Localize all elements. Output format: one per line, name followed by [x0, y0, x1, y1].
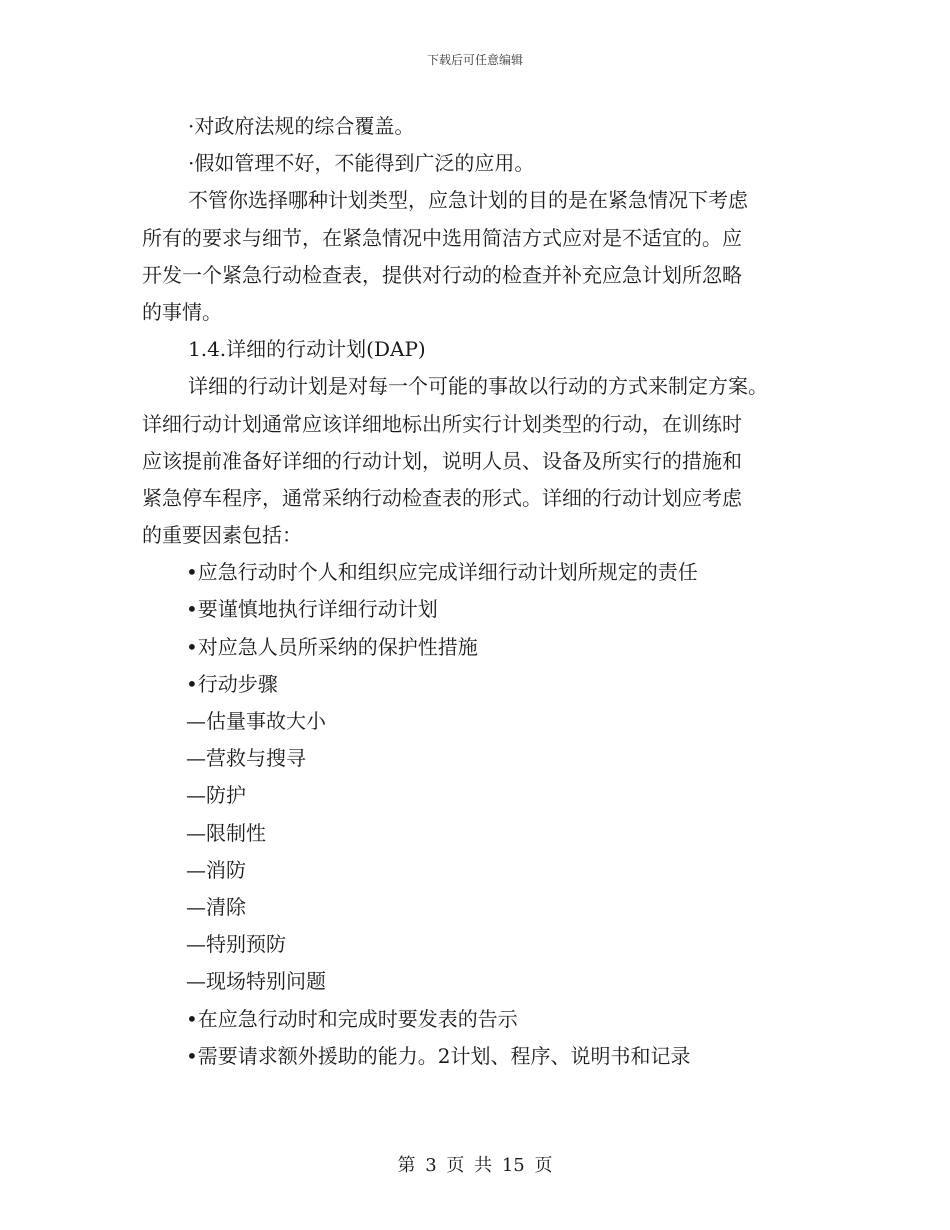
bullet-item: •需要请求额外援助的能力。2计划、程序、说明书和记录 [186, 1043, 691, 1068]
bullet-item: •对应急人员所采纳的保护性措施 [186, 634, 478, 659]
dash-item: —估量事故大小 [186, 709, 326, 733]
paragraph-line: 不管你选择哪种计划类型，应急计划的目的是在紧急情况下考虑 [188, 188, 748, 213]
page-number: 第 3 页 共 15 页 [397, 1155, 553, 1176]
bullet-item: ·假如管理不好，不能得到广泛的应用。 [188, 151, 535, 176]
dash-item: —限制性 [186, 820, 266, 845]
paragraph-line: 的重要因素包括： [142, 523, 302, 548]
dash-item: —消防 [186, 857, 246, 882]
bullet-item: •行动步骤 [186, 671, 278, 696]
bullet-item: ·对政府法规的综合覆盖。 [188, 114, 415, 138]
bullet-item: •在应急行动时和完成时要发表的告示 [186, 1006, 518, 1031]
dash-item: —现场特别问题 [186, 969, 326, 994]
paragraph-line: 开发一个紧急行动检查表，提供对行动的检查并补充应急计划所忽略 [142, 262, 742, 287]
document-body [142, 108, 812, 1075]
paragraph-line: 详细的行动计划是对每一个可能的事故以行动的方式来制定方案。 [188, 374, 768, 399]
bullet-item: •应急行动时个人和组织应完成详细行动计划所规定的责任 [186, 560, 698, 585]
paragraph-line: 所有的要求与细节，在紧急情况中选用简洁方式应对是不适宜的。应 [142, 225, 742, 250]
dash-item: —营救与搜寻 [186, 746, 306, 771]
dash-item: —清除 [186, 894, 246, 919]
dash-item: —防护 [186, 783, 246, 808]
dash-item: —特别预防 [186, 932, 286, 957]
paragraph-line: 的事情。 [142, 299, 222, 324]
paragraph-line: 应该提前准备好详细的行动计划，说明人员、设备及所实行的措施和 [142, 448, 742, 473]
page-header: 下载后可任意编辑 [426, 53, 523, 67]
bullet-item: •要谨慎地执行详细行动计划 [186, 597, 438, 622]
paragraph-line: 紧急停车程序，通常采纳行动检查表的形式。详细的行动计划应考虑 [142, 485, 742, 510]
paragraph-line: 详细行动计划通常应该详细地标出所实行计划类型的行动，在训练时 [142, 411, 742, 436]
section-heading: 1.4.详细的行动计划(DAP) [188, 337, 426, 362]
